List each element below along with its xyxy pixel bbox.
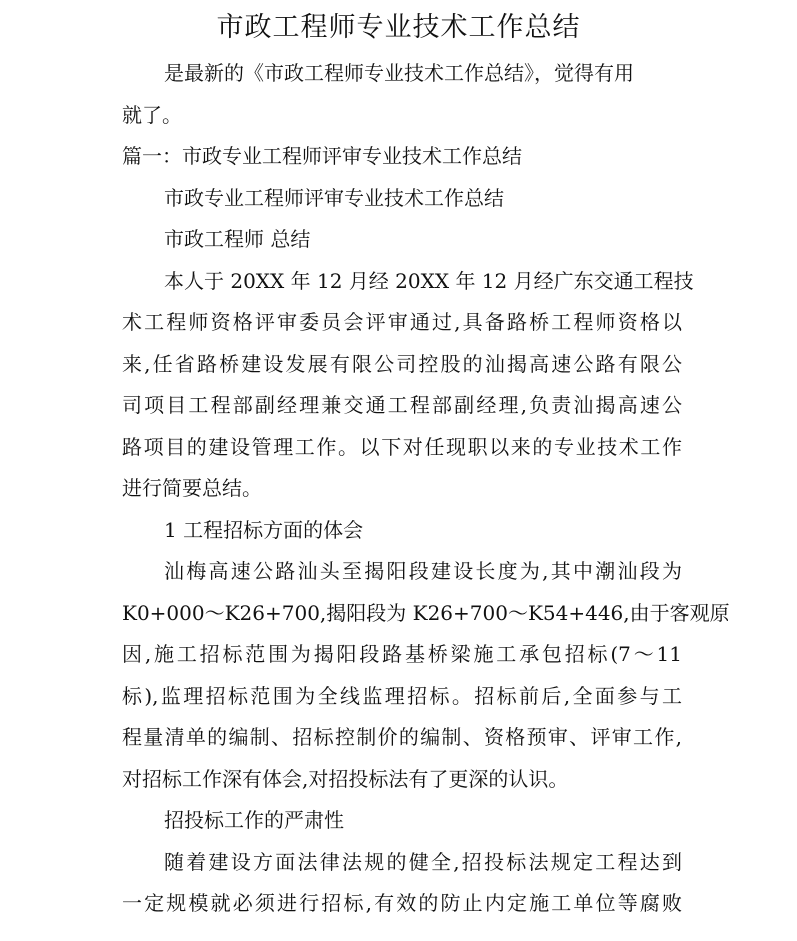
paragraph-line: 标),监理招标范围为全线监理招标。招标前后,全面参与工 [122,683,682,708]
paragraph-line: 术工程师资格评审委员会评审通过,具备路桥工程师资格以 [122,310,682,334]
paragraph-line: K0+000～K26+700,揭阳段为 K26+700～K54+446,由于客观原 [122,600,730,625]
paragraph-line: 汕梅高速公路汕头至揭阳段建设长度为,其中潮汕段为 [164,559,682,583]
document-body [122,53,730,925]
paragraph-line: 路项目的建设管理工作。以下对任现职以来的专业技术工作 [122,434,682,459]
paragraph-line: 对招标工作深有体会,对招投标法有了更深的认识。 [122,766,569,791]
subheading: 市政工程师 总结 [164,227,311,251]
paragraph-line: 是最新的《市政工程师专业技术工作总结》，觉得有用 [164,61,634,85]
paragraph-line: 就了。 [122,102,182,127]
section-heading: 篇一：市政专业工程师评审专业技术工作总结 [122,144,522,168]
document-title: 市政工程师专业技术工作总结 [216,12,581,43]
paragraph-line: 进行简要总结。 [122,476,262,500]
paragraph-line: 司项目工程部副经理兼交通工程部副经理,负责汕揭高速公 [122,393,682,417]
paragraph-line: 一定规模就必须进行招标,有效的防止内定施工单位等腐败 [122,891,682,915]
paragraph-line: 来,任省路桥建设发展有限公司控股的汕揭高速公路有限公 [122,351,682,376]
section-heading: 1 工程招标方面的体会 [164,517,364,542]
section-heading: 招投标工作的严肃性 [164,808,344,832]
paragraph-line: 本人于 20XX 年 12 月经 20XX 年 12 月经广东交通工程技 [164,268,694,293]
paragraph-line: 随着建设方面法律法规的健全,招投标法规定工程达到 [164,849,682,874]
paragraph-line: 因,施工招标范围为揭阳段路基桥梁施工承包招标(7～11 [122,642,682,666]
paragraph-line: 程量清单的编制、招标控制价的编制、资格预审、评审工作, [122,725,682,749]
subheading: 市政专业工程师评审专业技术工作总结 [164,185,504,210]
